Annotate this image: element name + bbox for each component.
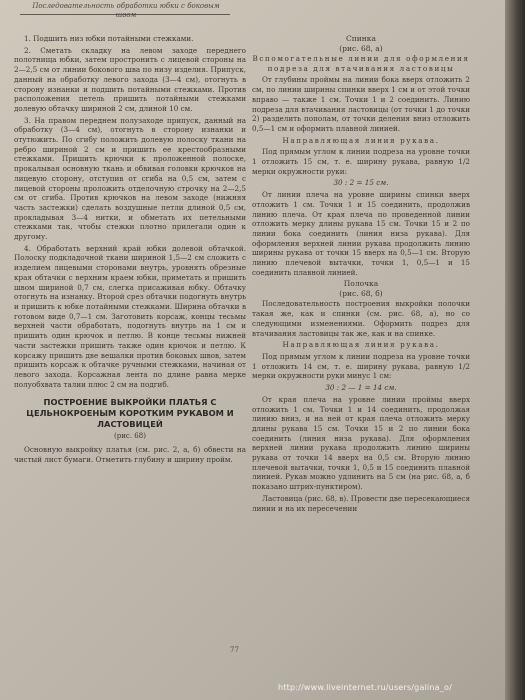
paragraph: 3. На правом переднем полузаходе припуск, данный на обработку (3—4 см), отогнуть в сторону изнанки и отутюжить. По сгибу положить долевую полоску ткани на ребро шириной 2 см и пришить ее крестообразными стежками. Пришить крючки к проложенной полоске, прокалывая основную ткань и обвивая головки крючков на лицевую сторону, отступив от сгиба на 0,5 см, затем с лицевой стороны проложить отделочную строчку на 2—2,5 см от сгиба. Против крючков на левом заходе (нижняя часть застежки) сделать воздушные петли длиной 0,5 см, прокладывая 3—4 нитки, и обметать их петельными стежками так, чтобы стежки плотно прилегали один к другому.: [14, 115, 246, 242]
formula-polochka: 30 : 2 — 1 = 14 см.: [325, 383, 397, 393]
spinka-text-2: От линии плеча на уровне ширины спинки вверх отложить 1 см. Точки 1 и 15 соединить, продолжив линию плеча. От края плеча по проведенной линии отложить мерку длины рукава 15 см. Точки 15 и 2 по линии бока соединить (линия низа рукава). Для оформления верхней линии рукава продолжить линию ширины рукава от точки 15 вверх на 0,5—1 см. Вторую линию плечевой вытачки, точки 1, 0,5—1 и 15 соединить плавной линией.: [252, 190, 470, 277]
page-number: 77: [230, 646, 239, 654]
subsection-title-polochka: Полочка: [343, 279, 379, 289]
lastovitsa-text: Ластовица (рис. 68, в). Провести две пересекающиеся линии и на их пересечении: [252, 493, 470, 513]
section-title: ПОСТРОЕНИЕ ВЫКРОЙКИ ПЛАТЬЯ С ЦЕЛЬНОКРОЕНЫМ КОРОТКИМ РУКАВОМ И ЛАСТОВИЦЕЙ: [26, 397, 234, 430]
paragraph: 2. Сметать складку на левом заходе переднего полотнища юбки, затем простронить с лицевой стороны на 2—2,5 см от линии бокового шва по низу изделия. Припуск, данный на обработку левого захода (3—4 см), отогнуть в сторону изнанки и подшить потайными стежками. Против расположения петель пришить потайными стежками долевую обтачку шириной 2 см, длиной 10 см.: [14, 45, 246, 113]
watermark-url: http://www.liveinternet.ru/users/galina_o/: [278, 683, 452, 692]
spinka-heading: Вспомогательные линии для оформления подреза для втачивания ластовицы: [252, 54, 470, 73]
polochka-sleeve-heading: Направляющая линия рукава.: [282, 340, 440, 350]
paragraph: 4. Обработать верхний край юбки долевой обтачкой. Полоску подкладочной ткани шириной 1,5—2 см сложить с изделием лицевыми сторонами внутрь, уровнять обрезные края обтачки с верхним краем юбки, приметать и пришить швом шириной 0,7 см, слегка присаживая юбку. Обтачку отогнуть на изнанку. Второй срез обтачки подогнуть внутрь и пришить к юбке потайными стежками. Ширина обтачки в готовом виде 0,7—1 см. Заготовить корсаж, концы тесьмы верхней части обработать, подогнуть внутрь на 1 см и пришить один крючок и петлю. В конце тесьмы нижней части застежки пришить также один крючок и петлю. К корсажу пришить две вешалки против боковых швов, затем пришить корсаж к обтачке ручными стежками, начиная от левого захода. Корсажная лента по длине равна мерке полуобхвата талии плюс 2 см на подгиб.: [14, 243, 246, 389]
section-intro: Основную выкройку платья (см. рис. 2, а, б) обвести на чистый лист бумаги. Отметить глубину и ширину пройм.: [14, 445, 246, 464]
formula-spinka: 30 : 2 = 15 см.: [333, 178, 389, 188]
book-spine-edge: [505, 0, 525, 700]
running-head: Последовательность обработки юбки с боковым швом: [32, 2, 220, 19]
spinka-sleeve-heading: Направляющая линия рукава.: [282, 135, 440, 145]
polochka-text: Последовательность построения выкройки полочки такая же, как и спинки (см. рис. 68, а), но со следующими изменениями. Оформить подрез для втачивания ластовицы так же, как и на спинке.: [252, 299, 470, 338]
right-column: [252, 34, 470, 515]
paragraph: 1. Подшить низ юбки потайными стежками.: [24, 34, 194, 43]
subsection-ref-spinka: (рис. 68, а): [339, 44, 383, 53]
subsection-ref-polochka: (рис. 68, б): [339, 289, 383, 299]
polochka-sleeve-text: Под прямым углом к линии подреза на уровне точки 1 отложить 14 см, т. е. ширину рукава, равную 1/2 мерки окружности руки минус 1 см:: [252, 351, 470, 381]
left-column: [14, 34, 246, 466]
subsection-title-spinka: Спинка: [346, 34, 376, 43]
polochka-text-2: От края плеча на уровне линии проймы вверх отложить 1 см. Точки 1 и 14 соединить, продолжая линию вниз, и на ней от края плеча отложить мерку длины рукава 15 см. Точки 15 и 2 по линии бока соединить (линия низа рукава). Для оформления верхней линии рукава продолжить линию ширины рукава от точки 14 вверх на 0,5 см. Вторую линию плечевой вытачки, точки 1, 0,5 и 15 соединить плавной линией. Рукав можно удлинить на 5 см (на рис. 68, а, б показано штрих-пунктиром).: [252, 394, 470, 492]
spinka-text: От глубины проймы на линии бока вверх отложить 2 см, по линии ширины спинки вверх 1 см и от этой точки вправо — также 1 см. Точки 1 и 2 соединить. Линию подреза для втачивания ластовицы (от точки 1 до точки 2) разделить пополам, от точки деления вниз отложить 0,5—1 см и оформить плавной линией.: [252, 75, 470, 133]
spinka-sleeve-text: Под прямым углом к линии подреза на уровне точки 1 отложить 15 см, т. е. ширину рукава, равную 1/2 мерки окружности руки:: [252, 147, 470, 176]
section-ref: (рис. 68): [114, 432, 146, 441]
